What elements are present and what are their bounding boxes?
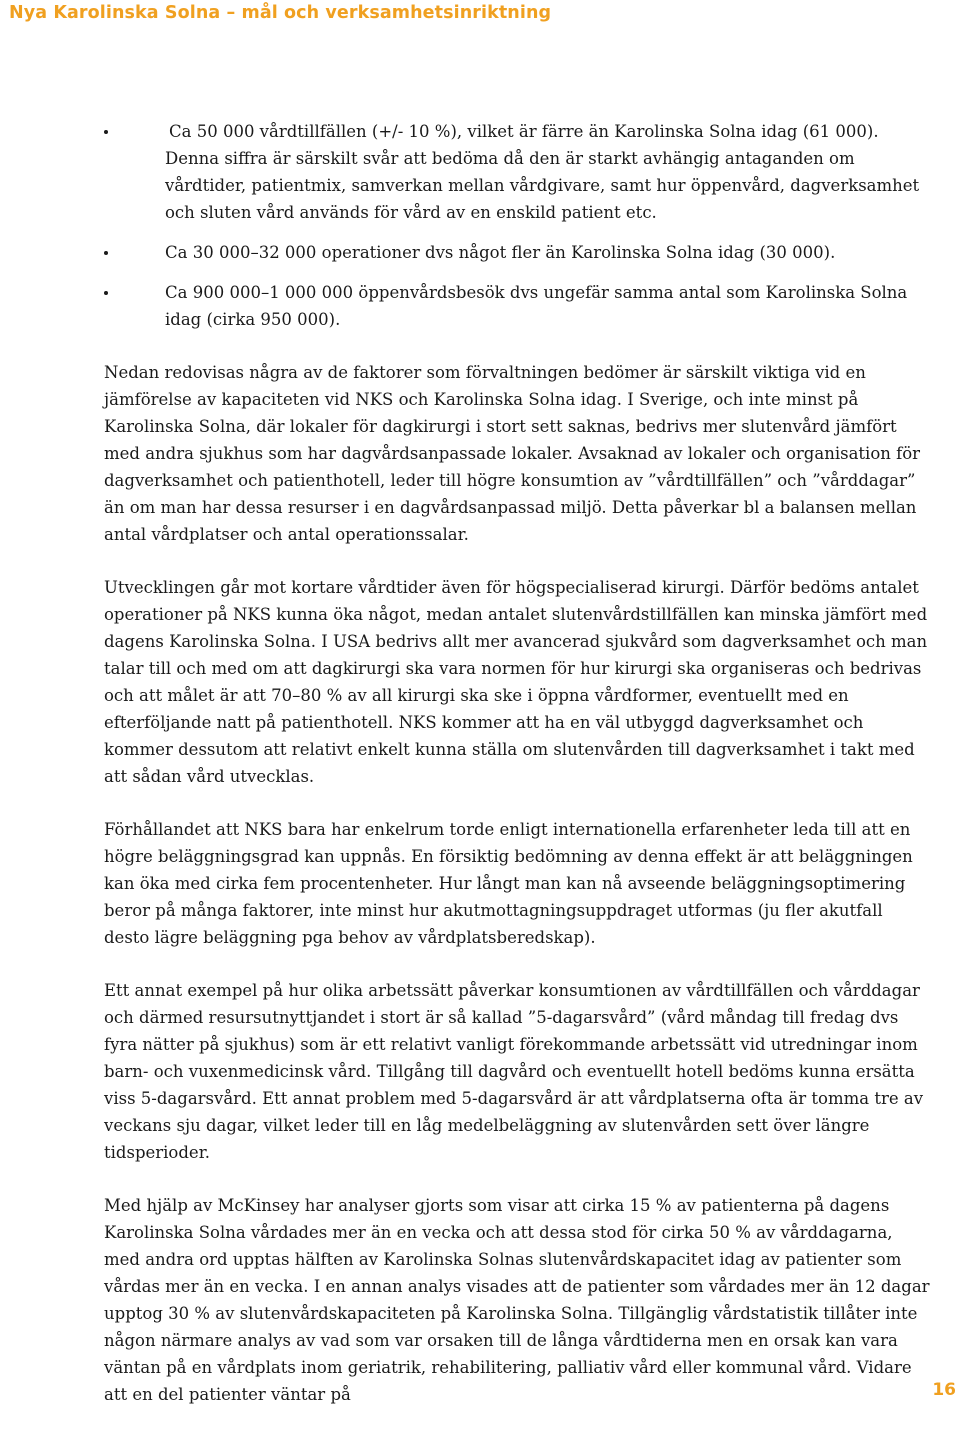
paragraph: Ett annat exempel på hur olika arbetssätt påverkar konsumtionen av vårdtillfällen och vårddagar och därmed resursutnyttjandet i stort är så kallad ”5-dagarsvård” (vård måndag till fredag dvs fyra nätter på sjukhus) som är ett relativt vanligt förekommande arbetssätt vid utredningar inom barn- och vuxenmedicinsk vård. Tillgång till dagvård och eventuellt hotell bedöms kunna ersätta viss 5-dagarsvård. Ett annat problem med 5-dagarsvård är att vårdplatserna ofta är tomma tre av veckans sju dagar, vilket leder till en låg medelbeläggning av slutenvården sett över längre tidsperioder. (104, 981, 924, 1162)
list-item (104, 279, 930, 333)
bullet-icon (104, 251, 108, 255)
paragraph: Med hjälp av McKinsey har analyser gjorts som visar att cirka 15 % av patienterna på dagens Karolinska Solna vårdades mer än en vecka och att dessa stod för cirka 50 % av vårddagarna, med andra ord upptas hälften av Karolinska Solnas slutenvårdskapacitet idag av patienter som vårdas mer än en vecka. I en annan analys visades att de patienter som vårdades mer än 12 dagar upptog 30 % av slutenvårdskapaciteten på Karolinska Solna. Tillgänglig vårdstatistik tillåter inte någon närmare analys av vad som var orsaken till de långa vårdtiderna men en orsak kan vara väntan på en vårdplats inom geriatrik, rehabilitering, palliativ vård eller kommunal vård. Vidare att en del patienter väntar på (104, 1196, 930, 1404)
page-number: 16 (932, 1380, 956, 1400)
document-body (104, 118, 930, 1434)
bullet-text: Ca 900 000–1 000 000 öppenvårdsbesök dvs ungefär samma antal som Karolinska Solna idag (cirka 950 000). (165, 283, 908, 329)
paragraph: Nedan redovisas några av de faktorer som förvaltningen bedömer är särskilt viktiga vid en jämförelse av kapaciteten vid NKS och Karolinska Solna idag. I Sverige, och inte minst på Karolinska Solna, där lokaler för dagkirurgi i stort sett saknas, bedrivs mer slutenvård jämfört med andra sjukhus som har dagvårdsanpassade lokaler. Avsaknad av lokaler och organisation för dagverksamhet och patienthotell, leder till högre konsumtion av ”vårdtillfällen” och ”vårddagar” än om man har dessa resurser i en dagvårdsanpassad miljö. Detta påverkar bl a balansen mellan antal vårdplatser och antal operationssalar. (104, 363, 921, 544)
bullet-list (104, 118, 930, 333)
bullet-icon (104, 130, 108, 134)
paragraph: Utvecklingen går mot kortare vårdtider även för högspecialiserad kirurgi. Därför bedöms antalet operationer på NKS kunna öka något, medan antalet slutenvårdstillfällen kan minska jämfört med dagens Karolinska Solna. I USA bedrivs allt mer avancerad sjukvård som dagverksamhet och man talar till och med om att dagkirurgi ska vara normen för hur kirurgi ska organiseras och bedrivas och att målet är att 70–80 % av all kirurgi ska ske i öppna vårdformer, eventuellt med en efterföljande natt på patienthotell. NKS kommer att ha en väl utbyggd dagverksamhet och kommer dessutom att relativt enkelt kunna ställa om slutenvården till dagverksamhet i takt med att sådan vård utvecklas. (104, 578, 928, 786)
bullet-text: Ca 50 000 vårdtillfällen (+/- 10 %), vilket är färre än Karolinska Solna idag (61 000). Denna siffra är särskilt svår att bedöma då den är starkt avhängig antaganden om vårdtider, patientmix, samverkan mellan vårdgivare, samt hur öppenvård, dagverksamhet och sluten vård används för vård av en enskild patient etc. (165, 122, 920, 222)
bullet-icon (104, 291, 108, 295)
list-item (104, 118, 930, 226)
paragraph: Förhållandet att NKS bara har enkelrum torde enligt internationella erfarenheter leda till att en högre beläggningsgrad kan uppnås. En försiktig bedömning av denna effekt är att beläggningen kan öka med cirka fem procentenheter. Hur långt man kan nå avseende beläggningsoptimering beror på många faktorer, inte minst hur akutmottagningsuppdraget utformas (ju fler akutfall desto lägre beläggning pga behov av vårdplatsberedskap). (104, 820, 913, 947)
bullet-text: Ca 30 000–32 000 operationer dvs något fler än Karolinska Solna idag (30 000). (165, 243, 836, 262)
list-item (104, 239, 930, 266)
running-header: Nya Karolinska Solna – mål och verksamhetsinriktning (9, 3, 552, 23)
